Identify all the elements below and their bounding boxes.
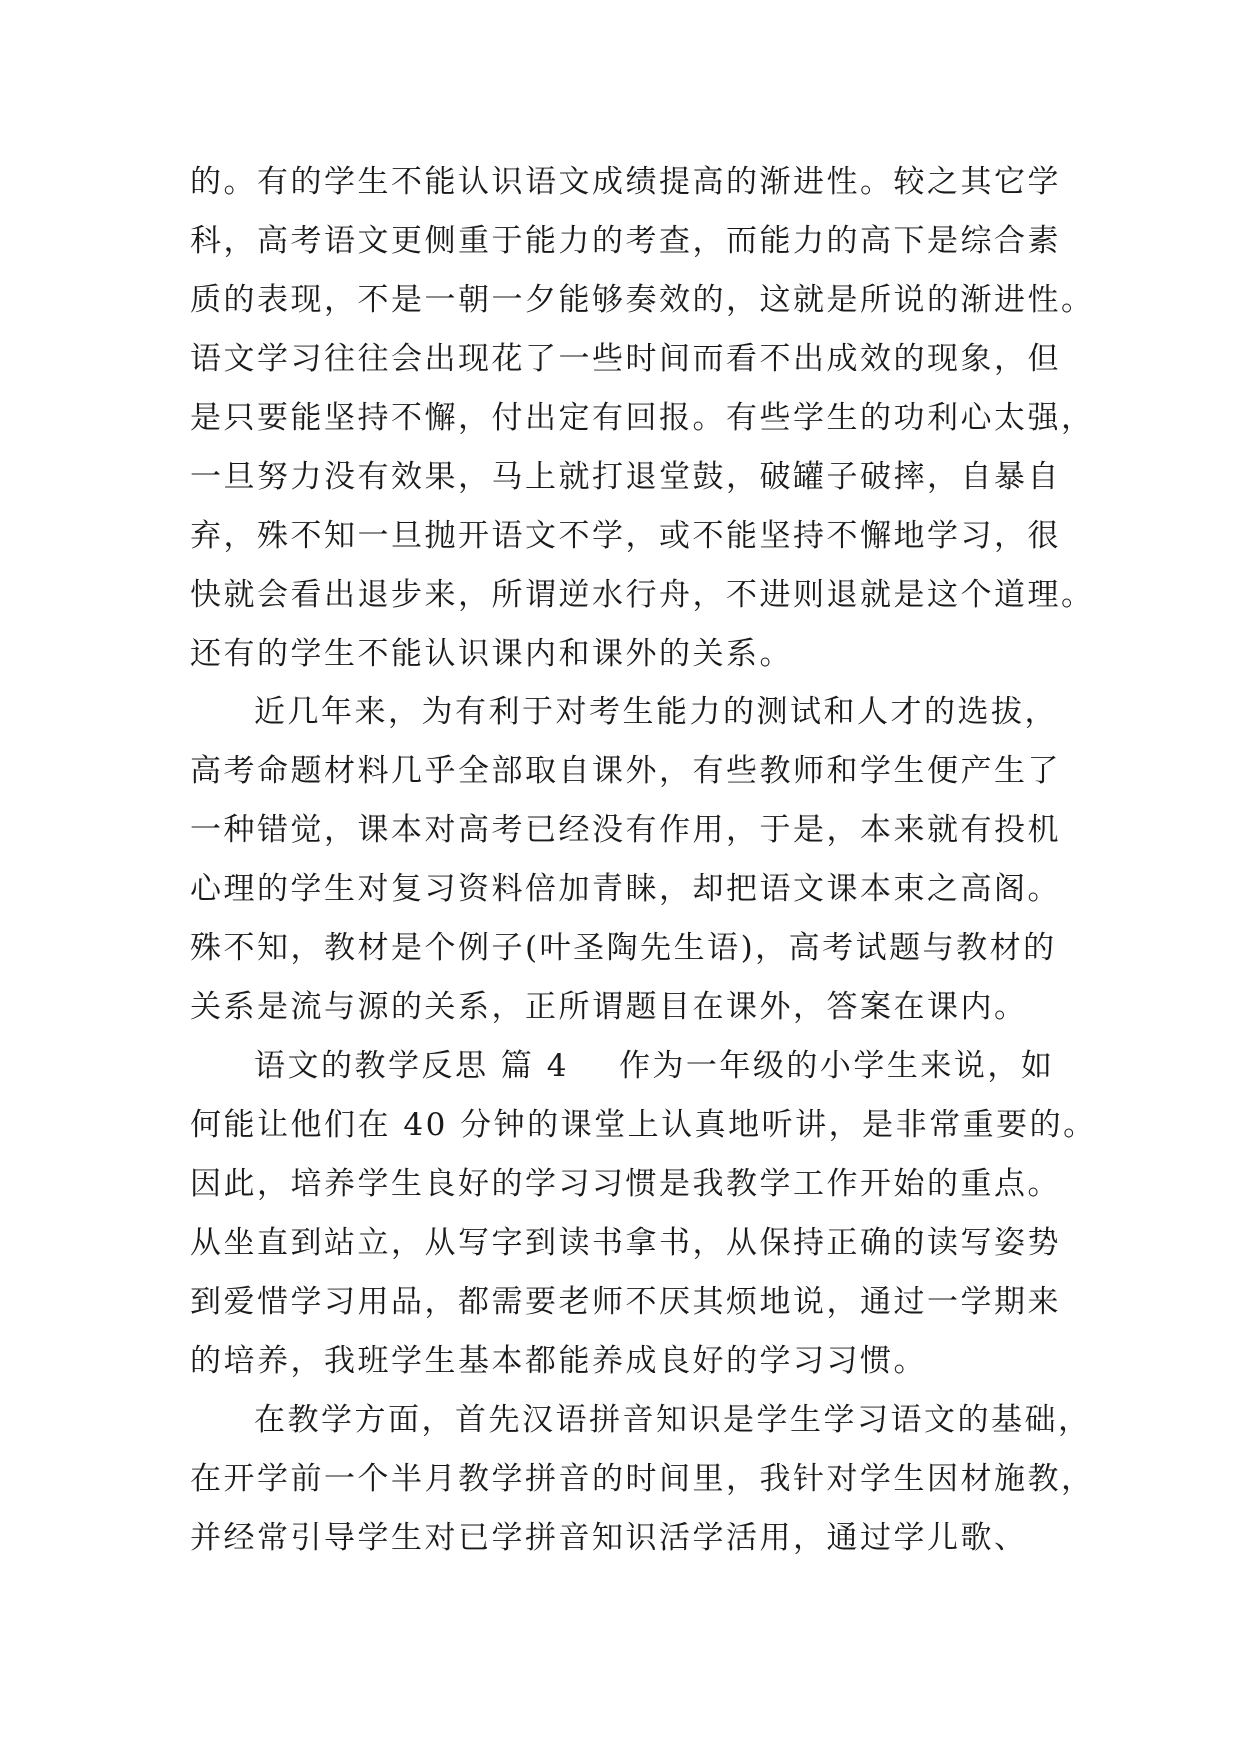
paragraph-line: 高考命题材料几乎全部取自课外，有些教师和学生便产生了: [190, 753, 1061, 789]
paragraph-3: [190, 1037, 1097, 1391]
paragraph-line: 在教学方面，首先汉语拼音知识是学生学习语文的基础，: [254, 1402, 1092, 1438]
paragraph-line: 关系是流与源的关系，正所谓题目在课外，答案在课内。: [190, 989, 1028, 1025]
paragraph-line: 一旦努力没有效果，马上就打退堂鼓，破罐子破摔，自暴自: [190, 459, 1061, 495]
paragraph-line: 快就会看出退步来，所谓逆水行舟，不进则退就是这个道理。: [190, 577, 1095, 613]
paragraph-line: 何能让他们在 40 分钟的课堂上认真地听讲，是非常重要的。: [190, 1107, 1097, 1143]
paragraph-line: 科，高考语文更侧重于能力的考查，而能力的高下是综合素: [190, 223, 1061, 259]
paragraph-2: [190, 683, 1070, 1037]
paragraph-line: 心理的学生对复习资料倍加青睐，却把语文课本束之高阁。: [190, 871, 1061, 907]
paragraph-line: 的。有的学生不能认识语文成绩提高的渐进性。较之其它学: [190, 164, 1061, 200]
paragraph-line: 在开学前一个半月教学拼音的时间里，我针对学生因材施教，: [190, 1461, 1095, 1497]
section-first-line-text: 作为一年级的小学生来说，如: [618, 1048, 1055, 1084]
paragraph-line: 的培养，我班学生基本都能养成良好的学习习惯。: [190, 1343, 927, 1379]
paragraph-line: 并经常引导学生对已学拼音知识活学活用，通过学儿歌、: [190, 1520, 1028, 1556]
section-heading-line: [190, 1037, 1070, 1096]
paragraph-line: 从坐直到站立，从写字到读书拿书，从保持正确的读写姿势: [190, 1225, 1061, 1261]
paragraph-line: 到爱惜学习用品，都需要老师不厌其烦地说，通过一学期来: [190, 1284, 1061, 1320]
paragraph-line: 语文学习往往会出现花了一些时间而看不出成效的现象，但: [190, 341, 1061, 377]
paragraph-line: 殊不知，教材是个例子(叶圣陶先生语)，高考试题与教材的: [190, 930, 1057, 966]
paragraph-line: 还有的学生不能认识课内和课外的关系。: [190, 636, 793, 672]
paragraph-1: [190, 153, 1095, 684]
paragraph-line: 因此，培养学生良好的学习习惯是我教学工作开始的重点。: [190, 1166, 1061, 1202]
paragraph-line: 是只要能坚持不懈，付出定有回报。有些学生的功利心太强，: [190, 400, 1095, 436]
paragraph-line: 弃，殊不知一旦抛开语文不学，或不能坚持不懈地学习，很: [190, 518, 1061, 554]
paragraph-line: 一种错觉，课本对高考已经没有作用，于是，本来就有投机: [190, 812, 1061, 848]
section-title: 语文的教学反思 篇 4: [254, 1048, 569, 1084]
paragraph-line: 质的表现，不是一朝一夕能够奏效的，这就是所说的渐进性。: [190, 282, 1095, 318]
paragraph-line: 近几年来，为有利于对考生能力的测试和人才的选拔，: [254, 694, 1058, 730]
paragraph-4: [190, 1391, 1095, 1568]
